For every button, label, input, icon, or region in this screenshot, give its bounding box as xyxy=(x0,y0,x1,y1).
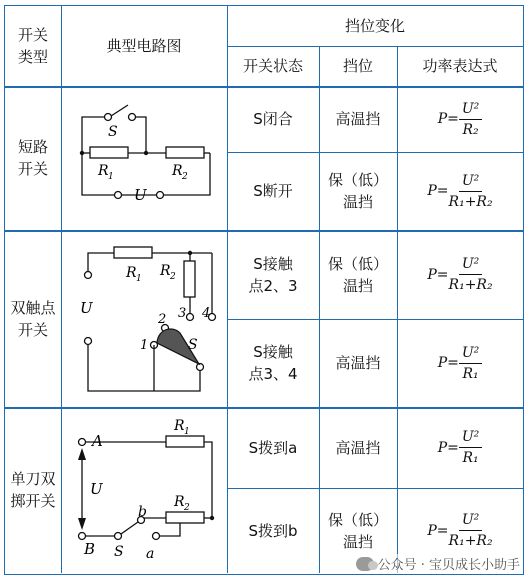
state-cell: S断开 xyxy=(253,182,293,200)
gear-cell: 高温挡 xyxy=(335,438,381,457)
formula-lhs: P= xyxy=(427,522,449,539)
formula-lhs: P= xyxy=(437,111,459,127)
switch-label: S xyxy=(108,124,118,140)
formula-numerator: U² xyxy=(459,344,482,364)
state-cell: S接触 点2、3 xyxy=(248,254,298,295)
r2-label: R xyxy=(174,494,185,510)
type-spdt: 单刀双 掷开关 xyxy=(10,470,56,510)
spdt-diagram xyxy=(62,408,226,572)
power-formula xyxy=(397,152,523,230)
voltage-label: U xyxy=(80,299,93,317)
formula-denominator: R₁ xyxy=(462,450,479,466)
terminal-a-label: A xyxy=(92,432,103,450)
state-cell: S拨到b xyxy=(248,521,298,540)
circuit-switch-table xyxy=(4,5,524,575)
type-short-circuit: 短路 开关 xyxy=(17,138,48,178)
arrow-up-icon xyxy=(78,448,86,460)
formula-lhs: P= xyxy=(427,266,449,283)
formula-numerator: U² xyxy=(459,172,482,192)
r2-label: R xyxy=(160,263,171,279)
r1-label: R xyxy=(174,418,185,434)
r2-sub: 2 xyxy=(170,272,176,282)
r1-label: R xyxy=(126,265,137,281)
formula-fraction xyxy=(449,172,493,211)
r1-sub: 1 xyxy=(184,427,190,437)
r1-sub: 1 xyxy=(108,172,114,182)
arrow-down-icon xyxy=(78,518,86,530)
switch-label: S xyxy=(188,337,198,353)
header-gear-change: 挡位变化 xyxy=(344,17,405,35)
header-power-formula: 功率表达式 xyxy=(422,57,498,75)
power-formula xyxy=(397,86,523,152)
formula-lhs: P= xyxy=(437,355,459,371)
state-cell: S拨到a xyxy=(248,438,298,457)
formula-denominator: R₁+R₂ xyxy=(448,533,493,549)
voltage-label: U xyxy=(134,186,147,204)
formula-fraction xyxy=(459,428,482,467)
double-contact-diagram xyxy=(62,231,226,406)
power-formula xyxy=(397,230,523,319)
contact-1-label: 1 xyxy=(140,338,149,353)
state-cell: S接触 点3、4 xyxy=(248,343,298,383)
terminal-b-label: B xyxy=(84,540,96,558)
gear-cell: 高温挡 xyxy=(335,354,381,372)
r1-sub: 1 xyxy=(136,274,142,284)
r2-sub: 2 xyxy=(184,503,190,513)
formula-fraction xyxy=(449,511,493,550)
r2-label: R xyxy=(172,163,183,179)
gear-cell: 保（低） 温挡 xyxy=(327,510,388,551)
state-cell: S闭合 xyxy=(253,110,293,128)
formula-denominator: R₁ xyxy=(462,365,479,382)
header-gear: 挡位 xyxy=(342,57,373,75)
header-switch-state: 开关状态 xyxy=(242,57,303,75)
gear-cell: 保（低） 温挡 xyxy=(327,171,388,211)
gear-cell: 保（低） 温挡 xyxy=(327,254,388,295)
formula-numerator: U² xyxy=(459,255,482,275)
header-circuit: 典型电路图 xyxy=(106,37,182,55)
watermark xyxy=(356,554,520,573)
gear-cell: 高温挡 xyxy=(335,110,381,128)
switch-label: S xyxy=(114,544,124,560)
contact-b-label: b xyxy=(138,504,147,520)
formula-numerator: U² xyxy=(459,428,482,448)
short-circuit-diagram xyxy=(62,87,226,229)
power-formula xyxy=(397,319,523,407)
formula-numerator: U² xyxy=(459,511,482,531)
formula-denominator: R₁+R₂ xyxy=(448,193,493,210)
voltage-label: U xyxy=(90,480,103,498)
contact-3-label: 3 xyxy=(178,306,187,321)
power-formula xyxy=(397,407,523,488)
contact-4-label: 4 xyxy=(202,306,211,321)
contact-2-label: 2 xyxy=(158,312,167,327)
formula-fraction xyxy=(449,255,493,294)
formula-lhs: P= xyxy=(437,439,459,456)
r1-label: R xyxy=(98,163,109,179)
formula-lhs: P= xyxy=(427,183,449,199)
formula-denominator: R₁+R₂ xyxy=(448,277,493,293)
formula-denominator: R₂ xyxy=(462,121,479,138)
r2-sub: 2 xyxy=(182,172,188,182)
formula-numerator: U² xyxy=(459,100,482,120)
watermark-text: 公众号 · 宝贝成长小助手 xyxy=(377,558,520,573)
formula-fraction xyxy=(459,100,482,139)
type-double-contact: 双触点 开关 xyxy=(10,298,56,339)
contact-a-label: a xyxy=(146,546,155,562)
header-switch-type: 开关 类型 xyxy=(17,26,48,66)
formula-fraction xyxy=(459,344,482,383)
wechat-icon xyxy=(356,557,374,571)
